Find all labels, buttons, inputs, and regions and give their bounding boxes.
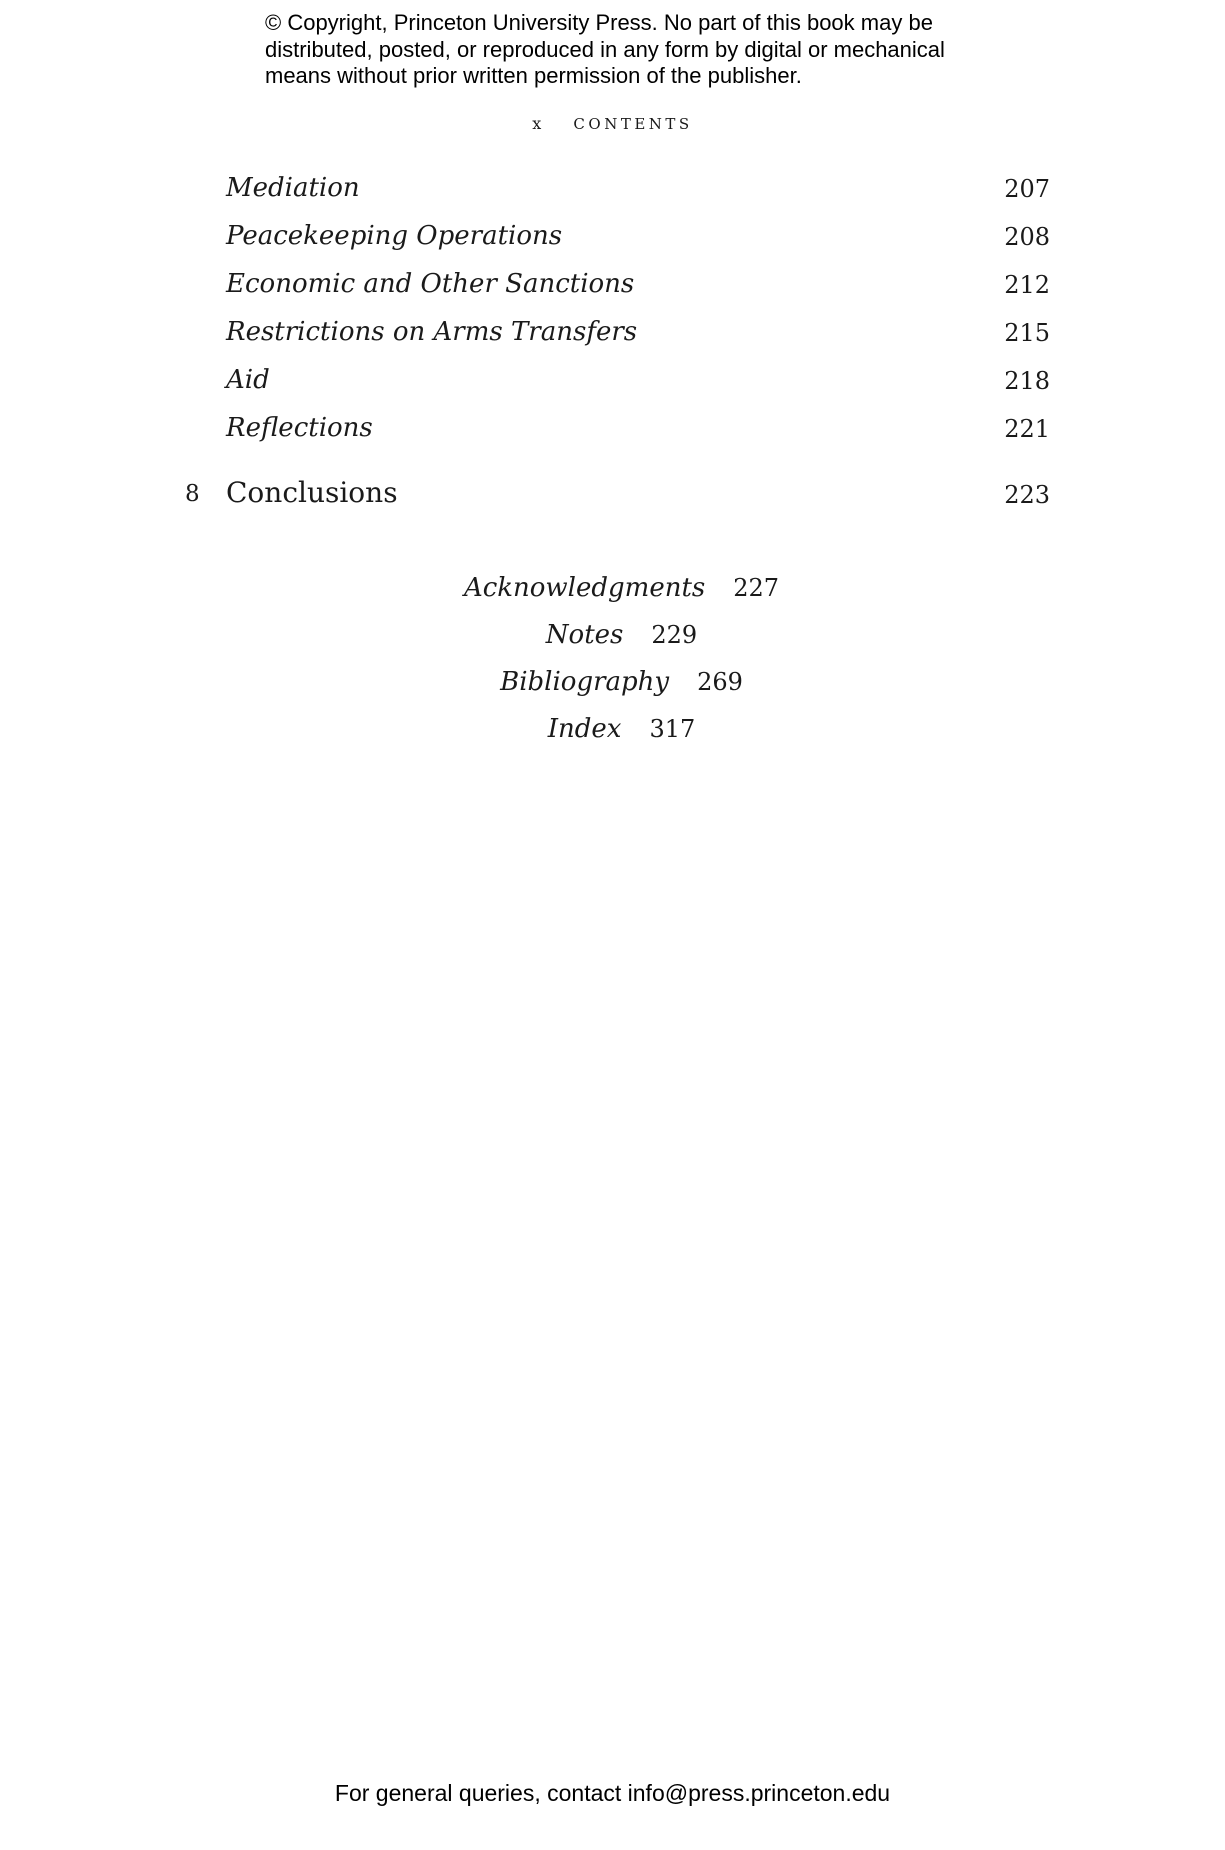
backmatter-title: Bibliography xyxy=(500,667,670,697)
footer-contact: For general queries, contact info@press.princeton.edu xyxy=(334,1780,891,1806)
copyright-line: © Copyright, Princeton University Press. No part of this book may be xyxy=(265,10,933,35)
backmatter-page-number: 227 xyxy=(733,574,780,602)
section-page-number: 221 xyxy=(1004,415,1050,443)
backmatter-title: Acknowledgments xyxy=(463,573,706,603)
section-title: Restrictions on Arms Transfers xyxy=(226,317,638,347)
backmatter-page-number: 269 xyxy=(697,668,743,696)
page-folio: x xyxy=(532,114,545,133)
section-title: Reflections xyxy=(226,413,373,443)
section-page-number: 207 xyxy=(1004,175,1050,203)
backmatter-title: Notes xyxy=(545,620,624,650)
table-of-contents xyxy=(0,0,1225,520)
section-title: Economic and Other Sanctions xyxy=(226,269,635,299)
backmatter-entry xyxy=(0,706,1225,753)
section-title: Aid xyxy=(226,365,270,395)
section-page-number: 208 xyxy=(1004,223,1050,251)
chapter-number: 8 xyxy=(185,481,200,507)
toc-chapter-entry xyxy=(185,465,1050,509)
backmatter-page-number: 317 xyxy=(649,715,696,743)
toc-section-entry xyxy=(226,307,1050,347)
backmatter-entry xyxy=(0,565,1225,612)
toc-section-entry xyxy=(226,403,1050,443)
copyright-line: distributed, posted, or reproduced in any form by digital or mechanical xyxy=(265,36,945,62)
copyright-line: means without prior written permission of the publisher. xyxy=(265,63,802,88)
backmatter-page-number: 229 xyxy=(651,621,698,649)
toc-section-entry xyxy=(226,211,1050,251)
section-page-number: 218 xyxy=(1004,367,1050,395)
section-page-number: 215 xyxy=(1004,319,1050,347)
toc-section-entry xyxy=(226,355,1050,395)
chapter-page-number: 223 xyxy=(1004,481,1050,509)
toc-section-entry xyxy=(226,259,1050,299)
backmatter-title: Index xyxy=(547,714,622,744)
backmatter-entry xyxy=(0,659,1225,706)
chapter-title: Conclusions xyxy=(226,476,398,509)
running-head-title: CONTENTS xyxy=(573,115,693,133)
section-title: Mediation xyxy=(226,173,360,203)
section-page-number: 212 xyxy=(1004,271,1050,299)
backmatter-list xyxy=(0,565,1225,753)
section-title: Peacekeeping Operations xyxy=(226,221,563,251)
toc-section-entry xyxy=(226,163,1050,203)
backmatter-entry xyxy=(0,612,1225,659)
